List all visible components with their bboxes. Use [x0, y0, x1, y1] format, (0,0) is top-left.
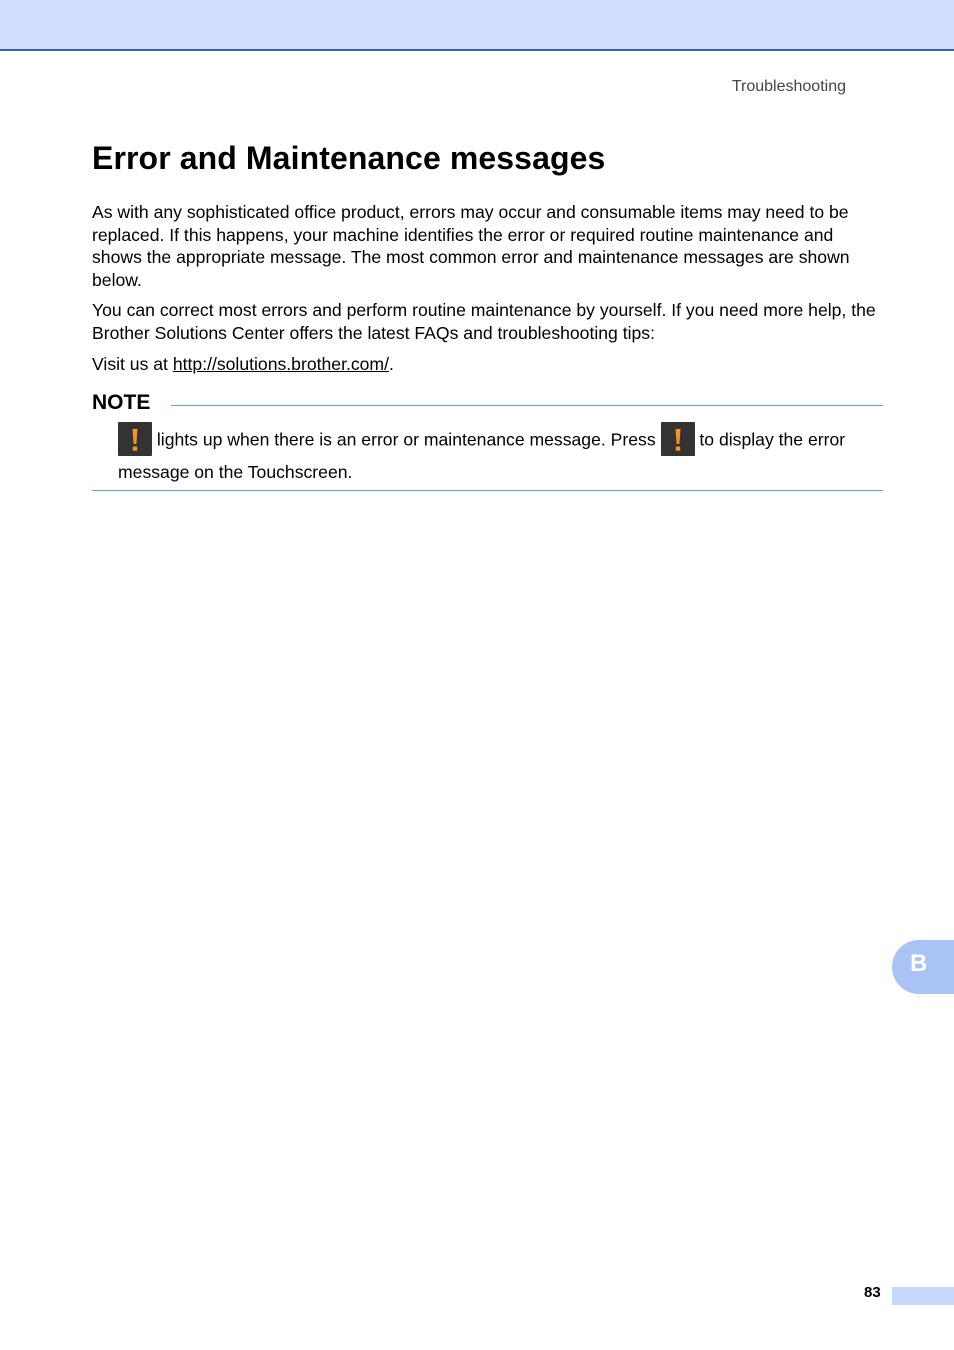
- note-text-1: lights up when there is an error or maintenance message. Press: [152, 429, 661, 450]
- note-top-divider: [171, 405, 883, 406]
- solutions-link[interactable]: http://solutions.brother.com/: [172, 354, 389, 374]
- note-body: [118, 424, 884, 486]
- visit-paragraph: [92, 353, 884, 376]
- note-title: NOTE: [92, 391, 151, 414]
- alert-exclamation-icon: [661, 422, 695, 456]
- visit-prefix: Visit us at: [92, 354, 173, 374]
- intro-paragraph: As with any sophisticated office product, errors may occur and consumable items may need to be replaced. If this happens, your machine identifies the error or required routine maintenance and shows the appropriate message. The most common error and maintenance messages are shown below.: [92, 202, 850, 290]
- note-text-2: to display the error message on the Touchscreen.: [118, 429, 846, 482]
- page-number-bar: [892, 1287, 954, 1305]
- alert-exclamation-icon: [118, 422, 152, 456]
- page-title: Error and Maintenance messages: [92, 140, 606, 176]
- header-band: [0, 0, 954, 51]
- running-header: Troubleshooting: [731, 78, 846, 95]
- chapter-tab: [892, 940, 954, 994]
- page-number: 83: [864, 1284, 881, 1301]
- chapter-letter: B: [910, 950, 928, 977]
- help-paragraph: You can correct most errors and perform routine maintenance by yourself. If you need more help, the Brother Solutions Center offers the latest FAQs and troubleshooting tips:: [92, 300, 876, 343]
- visit-suffix: .: [388, 354, 394, 374]
- note-bottom-divider: [92, 490, 883, 491]
